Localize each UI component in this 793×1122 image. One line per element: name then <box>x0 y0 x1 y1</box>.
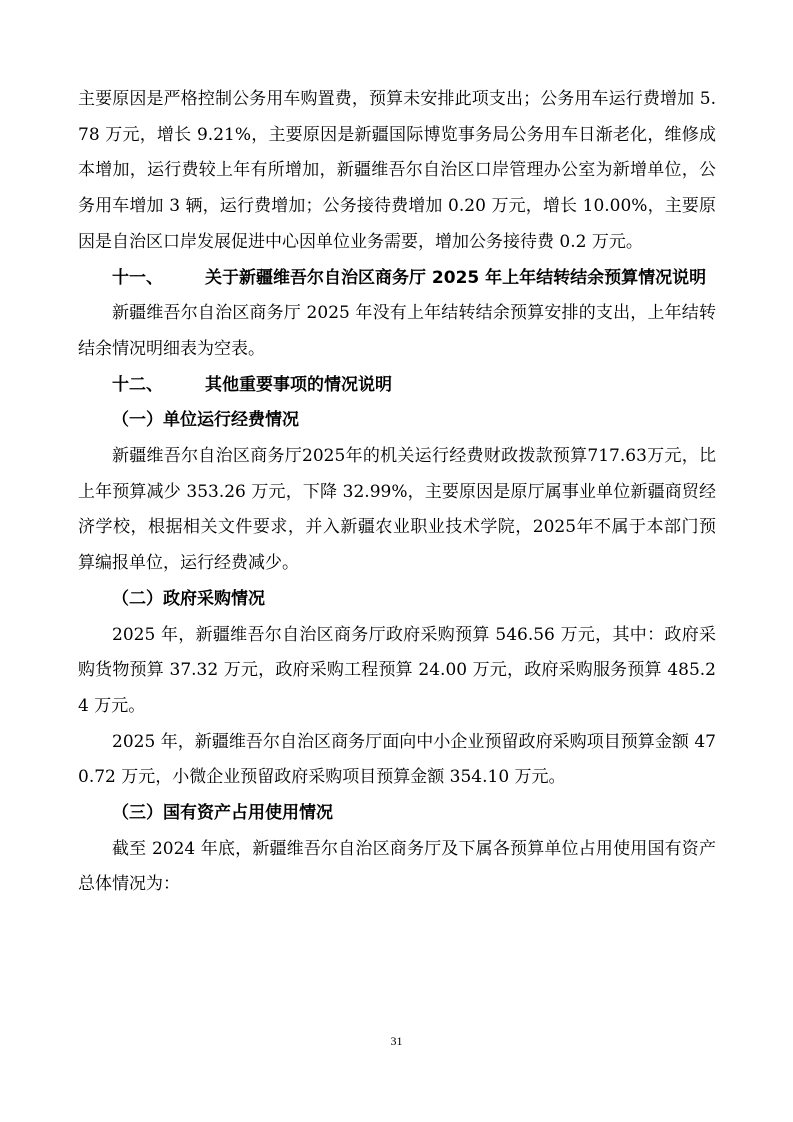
paragraph-carryover: 新疆维吾尔自治区商务厅 2025 年没有上年结转结余预算安排的支出，上年结转结余情况明细表为空表。 <box>78 303 716 359</box>
subheading-procurement: （二）政府采购情况 <box>112 588 265 609</box>
subheading-state-assets: （三）国有资产占用使用情况 <box>112 803 333 824</box>
section-heading-12 <box>78 368 716 404</box>
page-number: 31 <box>390 1034 403 1048</box>
section-title: 关于新疆维吾尔自治区商务厅 2025 年上年结转结余预算情况说明 <box>205 267 707 288</box>
section-heading-11 <box>78 261 716 297</box>
paragraph-procurement-budget: 2025 年，新疆维吾尔自治区商务厅政府采购预算 546.56 万元，其中：政府采购货物预算 37.32 万元，政府采购工程预算 24.00 万元，政府采购服务预算 485.24 万元。 <box>78 624 716 716</box>
section-title: 其他重要事项的情况说明 <box>205 374 392 395</box>
subheading-operating-costs: （一）单位运行经费情况 <box>112 410 299 431</box>
paragraph-state-assets: 截至 2024 年底，新疆维吾尔自治区商务厅及下属各预算单位占用使用国有资产总体情况为： <box>78 838 716 895</box>
paragraph-vehicle-costs: 主要原因是严格控制公务用车购置费，预算未安排此项支出；公务用车运行费增加 5.78 万元，增长 9.21%，主要原因是新疆国际博览事务局公务用车日渐老化，维修成本增加，运行费较上年有所增加，新疆维吾尔自治区口岸管理办公室为新增单位，公务用车增加 3 辆，运行费增加；公务接待费增加 0.20 万元，增长 10.00%，主要原因是自治区口岸发展促进中心因单位业务需要，增加公务接待费 0.2 万元。 <box>78 89 716 252</box>
paragraph-sme-procurement: 2025 年，新疆维吾尔自治区商务厅面向中小企业预留政府采购项目预算金额 470.72 万元，小微企业预留政府采购项目预算金额 354.10 万元。 <box>78 731 716 788</box>
paragraph-operating-costs: 新疆维吾尔自治区商务厅2025年的机关运行经费财政拨款预算717.63万元，比上年预算减少 353.26 万元，下降 32.99%，主要原因是原厅属事业单位新疆商贸经济学校，根据相关文件要求，并入新疆农业职业技术学院，2025年不属于本部门预算编报单位，运行经费减少。 <box>78 446 716 574</box>
section-number: 十一、 <box>112 267 163 288</box>
document-body <box>78 82 716 903</box>
section-number: 十二、 <box>112 374 163 395</box>
